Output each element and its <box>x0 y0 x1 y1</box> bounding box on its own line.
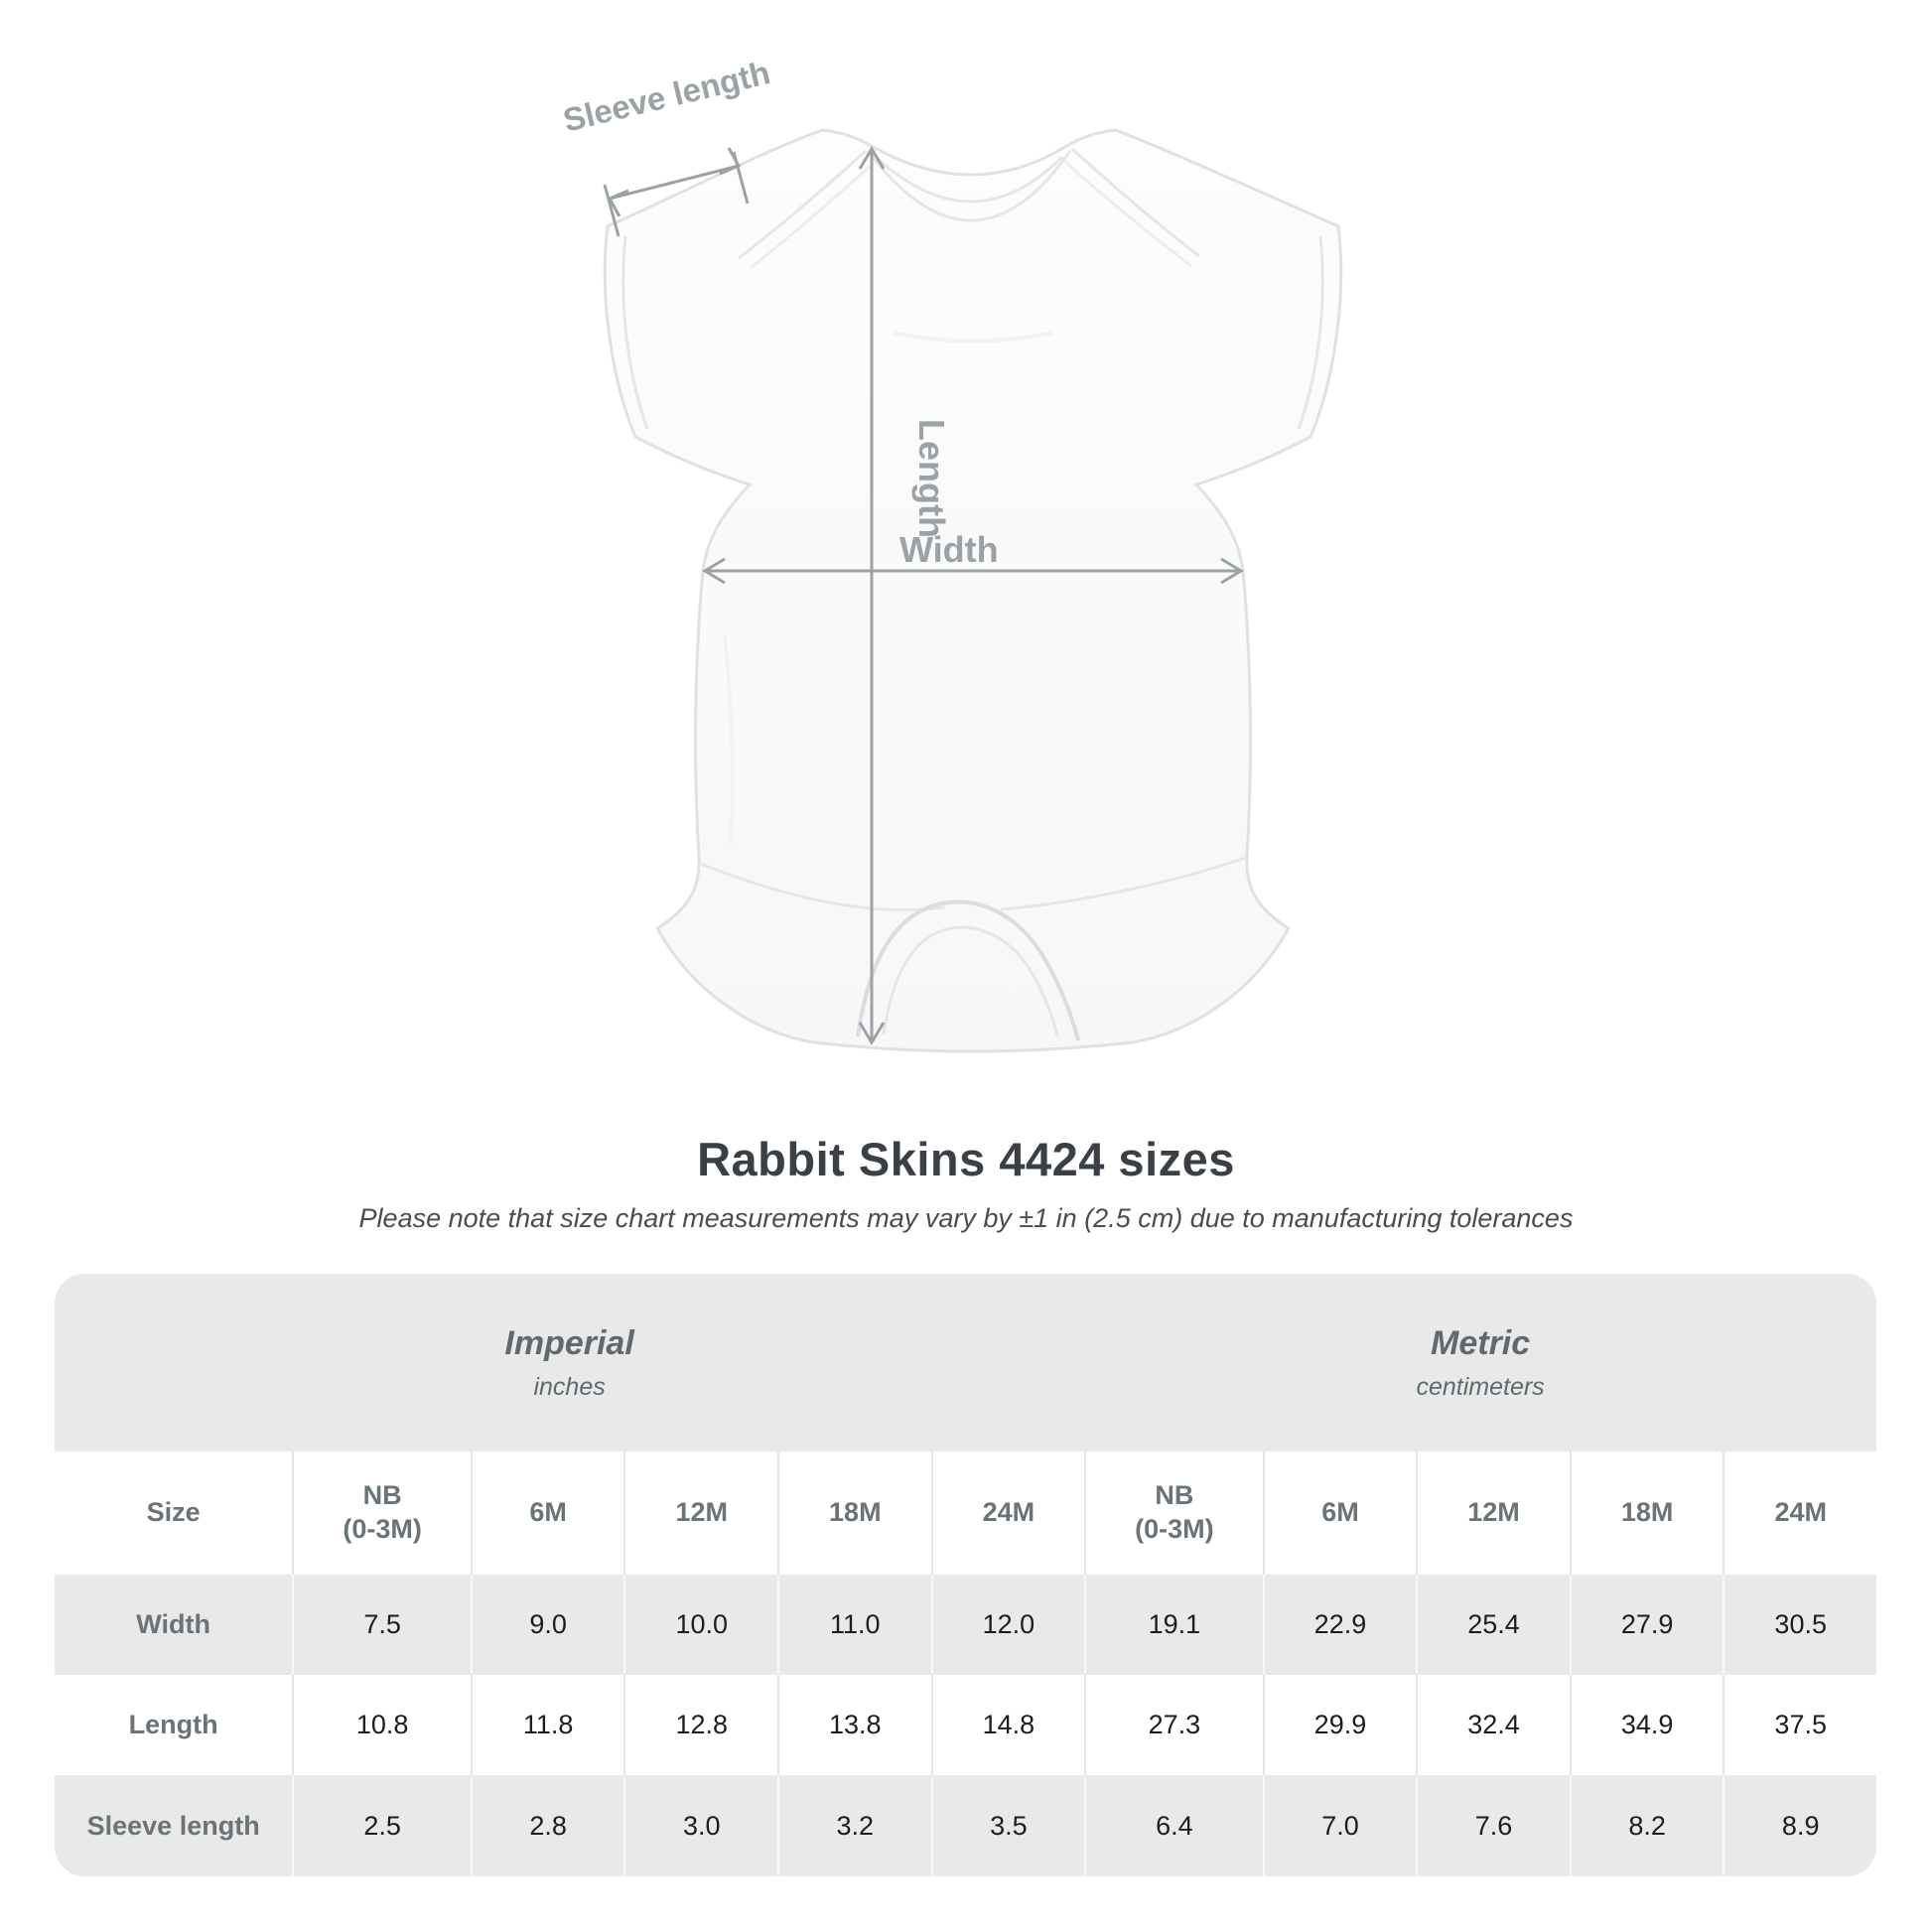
table-cell: 37.5 <box>1723 1675 1876 1775</box>
row-label-width: Width <box>55 1575 292 1675</box>
size-table <box>55 1274 1876 1876</box>
col-header: 18M <box>777 1451 931 1575</box>
col-header: NB (0-3M) <box>1084 1451 1263 1575</box>
table-cell: 14.8 <box>931 1675 1085 1775</box>
table-cell: 7.0 <box>1263 1775 1417 1876</box>
table-cell: 12.8 <box>623 1675 777 1775</box>
col-header: 6M <box>1263 1451 1417 1575</box>
table-cell: 22.9 <box>1263 1575 1417 1675</box>
table-cell: 32.4 <box>1416 1675 1570 1775</box>
col-header: 24M <box>931 1451 1085 1575</box>
table-cell: 9.0 <box>471 1575 624 1675</box>
col-header: 18M <box>1570 1451 1724 1575</box>
table-cell: 2.8 <box>471 1775 624 1876</box>
table-cell: 27.9 <box>1570 1575 1724 1675</box>
table-cell: 13.8 <box>777 1675 931 1775</box>
table-cell: 2.5 <box>292 1775 471 1876</box>
table-cell: 12.0 <box>931 1575 1085 1675</box>
table-cell: 27.3 <box>1084 1675 1263 1775</box>
table-cell: 25.4 <box>1416 1575 1570 1675</box>
row-label-length: Length <box>55 1675 292 1775</box>
table-cell: 8.9 <box>1723 1775 1876 1876</box>
table-cell: 10.0 <box>623 1575 777 1675</box>
table-cell: 11.0 <box>777 1575 931 1675</box>
table-cell: 8.2 <box>1570 1775 1724 1876</box>
length-label: Length <box>911 419 952 538</box>
table-cell: 29.9 <box>1263 1675 1417 1775</box>
table-cell: 3.2 <box>777 1775 931 1876</box>
col-header: NB (0-3M) <box>292 1451 471 1575</box>
table-cell: 10.8 <box>292 1675 471 1775</box>
unit-group-metric <box>1084 1274 1876 1451</box>
imperial-sublabel: inches <box>533 1372 606 1401</box>
table-cell: 19.1 <box>1084 1575 1263 1675</box>
imperial-label: Imperial <box>504 1323 634 1362</box>
page-title: Rabbit Skins 4424 sizes <box>697 1133 1235 1185</box>
metric-sublabel: centimeters <box>1416 1372 1545 1401</box>
table-cell: 3.5 <box>931 1775 1085 1876</box>
col-header: 6M <box>471 1451 624 1575</box>
table-cell: 34.9 <box>1570 1675 1724 1775</box>
table-cell: 30.5 <box>1723 1575 1876 1675</box>
table-cell: 6.4 <box>1084 1775 1263 1876</box>
tolerance-note: Please note that size chart measurements may vary by ±1 in (2.5 cm) due to manufacturing tolerances <box>358 1203 1574 1233</box>
table-cell: 11.8 <box>471 1675 624 1775</box>
row-label-sleeve-length: Sleeve length <box>55 1775 292 1876</box>
size-header-cell: Size <box>55 1451 292 1575</box>
table-cell: 7.5 <box>292 1575 471 1675</box>
width-label: Width <box>899 529 999 570</box>
sleeve-length-label: Sleeve length <box>559 53 774 139</box>
unit-group-imperial <box>55 1274 1084 1451</box>
metric-label: Metric <box>1431 1323 1531 1362</box>
col-header: 12M <box>623 1451 777 1575</box>
onesie-illustration <box>605 130 1340 1051</box>
table-cell: 3.0 <box>623 1775 777 1876</box>
col-header: 12M <box>1416 1451 1570 1575</box>
col-header: 24M <box>1723 1451 1876 1575</box>
table-cell: 7.6 <box>1416 1775 1570 1876</box>
